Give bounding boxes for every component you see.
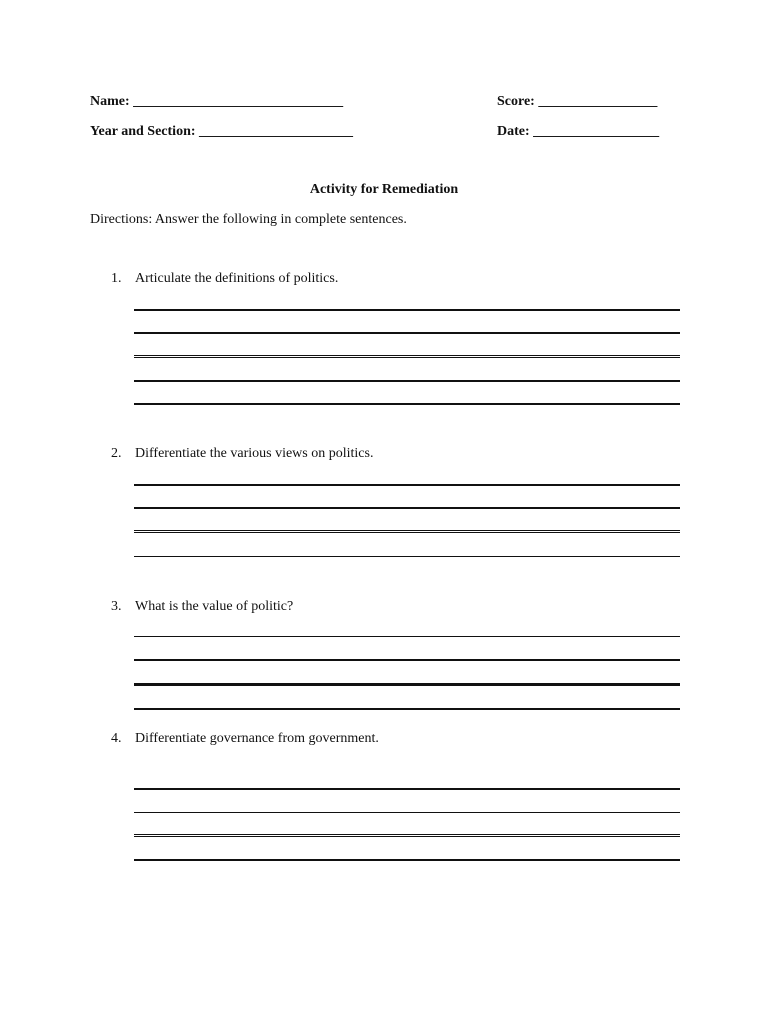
answer-line[interactable]	[134, 708, 680, 710]
answer-line[interactable]	[134, 380, 680, 382]
question-3	[111, 599, 293, 615]
answer-line[interactable]	[134, 834, 680, 837]
name-label: Name:	[90, 94, 130, 109]
year-section-label: Year and Section:	[90, 124, 196, 139]
answer-line[interactable]	[134, 530, 680, 533]
answer-line[interactable]	[134, 636, 680, 637]
name-field[interactable]	[90, 94, 343, 110]
answer-line[interactable]	[134, 659, 680, 661]
answer-line[interactable]	[134, 859, 680, 861]
question-number: 3.	[111, 599, 122, 614]
answer-line[interactable]	[134, 309, 680, 311]
question-text: Differentiate governance from government.	[135, 731, 379, 746]
question-number: 2.	[111, 446, 122, 461]
date-field[interactable]	[497, 124, 659, 140]
year-section-field[interactable]	[90, 124, 353, 140]
answer-line[interactable]	[134, 507, 680, 509]
score-blank[interactable]: _________________	[538, 94, 658, 109]
answer-line[interactable]	[134, 355, 680, 358]
answer-line[interactable]	[134, 812, 680, 813]
answer-line[interactable]	[134, 683, 680, 686]
score-label: Score:	[497, 94, 535, 109]
answer-line[interactable]	[134, 556, 680, 557]
date-label: Date:	[497, 124, 530, 139]
question-text: Articulate the definitions of politics.	[135, 271, 339, 286]
question-1	[111, 271, 338, 287]
question-number: 4.	[111, 731, 122, 746]
date-blank[interactable]: __________________	[533, 124, 660, 139]
question-text: What is the value of politic?	[135, 599, 294, 614]
directions-text: Directions: Answer the following in complete sentences.	[90, 212, 407, 227]
question-2	[111, 446, 373, 462]
question-4	[111, 731, 379, 747]
answer-line[interactable]	[134, 403, 680, 405]
question-number: 1.	[111, 271, 122, 286]
name-blank[interactable]: ______________________________	[133, 94, 344, 109]
year-section-blank[interactable]: ______________________	[199, 124, 354, 139]
activity-title: Activity for Remediation	[309, 182, 459, 197]
answer-line[interactable]	[134, 788, 680, 790]
answer-line[interactable]	[134, 484, 680, 486]
answer-line[interactable]	[134, 332, 680, 334]
score-field[interactable]	[497, 94, 657, 110]
question-text: Differentiate the various views on politics.	[135, 446, 374, 461]
